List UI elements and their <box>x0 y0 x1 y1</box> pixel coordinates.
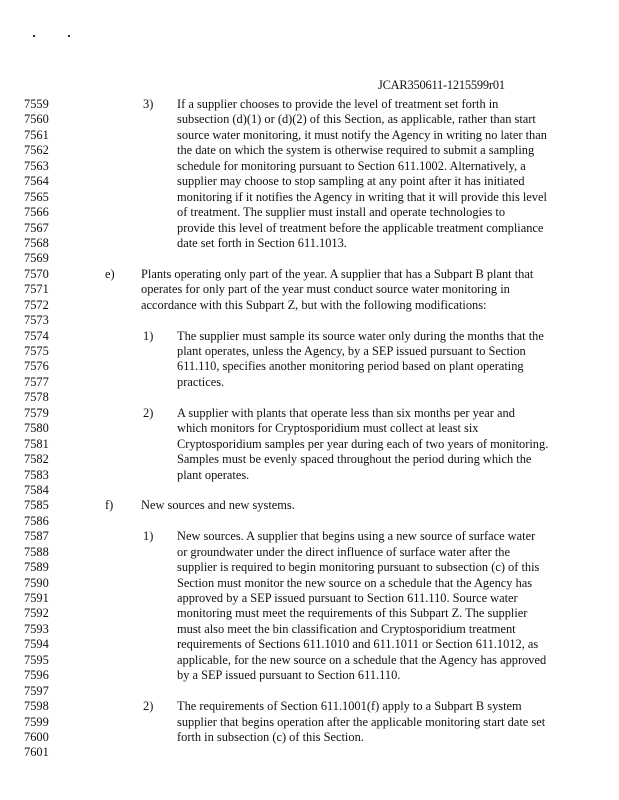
document-line <box>0 313 619 328</box>
line-number: 7597 <box>24 683 49 698</box>
document-line <box>0 375 619 390</box>
line-text: plant operates, unless the Agency, by a SEP issued pursuant to Section <box>177 344 526 358</box>
line-text: New sources and new systems. <box>141 498 295 513</box>
line-number: 7566 <box>24 205 49 220</box>
line-number: 7578 <box>24 390 49 405</box>
line-text: practices. <box>177 374 225 389</box>
scan-mark <box>68 35 70 37</box>
line-number: 7582 <box>24 452 49 467</box>
line-text: The requirements of Section 611.1001(f) apply to a Subpart B system <box>177 699 522 714</box>
document-line <box>0 745 619 760</box>
document-line <box>0 715 619 730</box>
line-text: monitoring must meet the requirements of this Subpart Z. The supplier <box>177 606 528 621</box>
line-text: The supplier must sample its source water only during the months that the <box>177 328 544 343</box>
document-line <box>0 452 619 467</box>
line-text: by a SEP issued pursuant to Section 611.110. <box>177 668 401 683</box>
document-line <box>0 730 619 745</box>
document-line <box>0 699 619 714</box>
document-line <box>0 329 619 344</box>
document-line <box>0 437 619 452</box>
line-number: 7598 <box>24 699 49 714</box>
line-number: 7565 <box>24 189 49 204</box>
line-number: 7570 <box>24 266 49 281</box>
line-number: 7583 <box>24 467 49 482</box>
line-text: plant operates. <box>177 467 250 482</box>
line-text: approved by a SEP issued pursuant to Section 611.110. Source water <box>177 591 518 605</box>
line-text: monitoring if it notifies the Agency in writing that it will provide this level <box>177 189 547 204</box>
subsection-label: e) <box>105 266 115 281</box>
line-text: A supplier with plants that operate less than six months per year and <box>177 405 515 420</box>
line-text: forth in subsection (c) of this Section. <box>177 729 364 744</box>
document-line <box>0 529 619 544</box>
document-line <box>0 468 619 483</box>
line-number: 7588 <box>24 544 49 559</box>
line-number: 7585 <box>24 498 49 513</box>
line-number: 7596 <box>24 668 49 683</box>
document-line <box>0 236 619 251</box>
document-line <box>0 560 619 575</box>
line-text: source water monitoring, it must notify the Agency in writing no later than <box>177 127 547 142</box>
document-line <box>0 514 619 529</box>
line-text: supplier may choose to stop sampling at any point after it has initiated <box>177 174 525 189</box>
line-number: 7579 <box>24 405 49 420</box>
line-text: the date on which the system is otherwise required to submit a sampling <box>177 143 535 158</box>
line-number: 7560 <box>24 112 49 127</box>
subsection-label: 2) <box>143 405 154 420</box>
line-text: Cryptosporidium samples per year during each of two years of monitoring. <box>177 436 549 451</box>
line-number: 7564 <box>24 174 49 189</box>
document-line <box>0 159 619 174</box>
line-number: 7581 <box>24 436 49 451</box>
line-number: 7569 <box>24 251 49 266</box>
line-number: 7572 <box>24 297 49 312</box>
document-line <box>0 221 619 236</box>
document-line <box>0 112 619 127</box>
line-text: date set forth in Section 611.1013. <box>177 235 347 250</box>
line-number: 7559 <box>24 97 49 111</box>
line-text: If a supplier chooses to provide the level of treatment set forth in <box>177 97 499 111</box>
line-number: 7580 <box>24 421 49 436</box>
line-number: 7561 <box>24 127 49 142</box>
scan-mark <box>33 35 35 37</box>
document-line <box>0 298 619 313</box>
line-number: 7563 <box>24 158 49 173</box>
line-number: 7590 <box>24 575 49 590</box>
document-line <box>0 143 619 158</box>
document-line <box>0 97 619 112</box>
line-text: schedule for monitoring pursuant to Section 611.1002. Alternatively, a <box>177 158 526 173</box>
line-number: 7594 <box>24 637 49 652</box>
line-text: applicable, for the new source on a schedule that the Agency has approved <box>177 652 547 667</box>
document-line <box>0 545 619 560</box>
line-text: supplier that begins operation after the applicable monitoring start date set <box>177 714 546 729</box>
line-number: 7587 <box>24 529 49 544</box>
line-number: 7592 <box>24 606 49 621</box>
line-text: operates for only part of the year must conduct source water monitoring in <box>141 282 510 297</box>
line-text: supplier is required to begin monitoring pursuant to subsection (c) of this <box>177 560 540 575</box>
document-line <box>0 344 619 359</box>
line-text: provide this level of treatment before the applicable treatment compliance <box>177 220 544 235</box>
document-line <box>0 421 619 436</box>
line-number: 7600 <box>24 729 49 744</box>
document-line <box>0 174 619 189</box>
line-number: 7575 <box>24 344 49 358</box>
document-line <box>0 653 619 668</box>
line-number: 7567 <box>24 220 49 235</box>
line-text: Section must monitor the new source on a schedule that the Agency has <box>177 575 533 590</box>
line-text: New sources. A supplier that begins using a new source of surface water <box>177 529 536 544</box>
document-line <box>0 591 619 606</box>
line-text: 611.110, specifies another monitoring period based on plant operating <box>177 359 524 374</box>
document-line <box>0 282 619 297</box>
line-number: 7574 <box>24 328 49 343</box>
document-line <box>0 668 619 683</box>
line-text: subsection (d)(1) or (d)(2) of this Section, as applicable, rather than start <box>177 112 536 127</box>
subsection-label: f) <box>105 498 114 513</box>
line-number: 7589 <box>24 560 49 575</box>
line-number: 7576 <box>24 359 49 374</box>
line-text: accordance with this Subpart Z, but with the following modifications: <box>141 297 487 312</box>
line-number: 7593 <box>24 621 49 636</box>
line-number: 7595 <box>24 652 49 667</box>
document-line <box>0 606 619 621</box>
line-text: of treatment. The supplier must install and operate technologies to <box>177 205 506 220</box>
document-line <box>0 359 619 374</box>
line-number: 7591 <box>24 591 49 605</box>
document-line <box>0 637 619 652</box>
subsection-label: 3) <box>143 97 154 111</box>
subsection-label: 1) <box>143 529 154 544</box>
document-line <box>0 205 619 220</box>
line-text: which monitors for Cryptosporidium must collect at least six <box>177 421 479 436</box>
document-line <box>0 622 619 637</box>
document-line <box>0 576 619 591</box>
line-number: 7586 <box>24 513 49 528</box>
document-line <box>0 406 619 421</box>
line-number: 7562 <box>24 143 49 158</box>
subsection-label: 2) <box>143 699 154 714</box>
document-line <box>0 190 619 205</box>
line-number: 7571 <box>24 282 49 297</box>
line-number: 7573 <box>24 313 49 328</box>
document-line <box>0 498 619 513</box>
document-line <box>0 684 619 699</box>
document-line <box>0 128 619 143</box>
document-line <box>0 483 619 498</box>
line-number: 7577 <box>24 374 49 389</box>
line-number: 7568 <box>24 235 49 250</box>
subsection-label: 1) <box>143 328 154 343</box>
document-id-header: JCAR350611-1215599r01 <box>378 78 505 92</box>
line-text: must also meet the bin classification and Cryptosporidium treatment <box>177 621 516 636</box>
document-line <box>0 251 619 266</box>
line-text: or groundwater under the direct influence of surface water after the <box>177 544 511 559</box>
line-text: Plants operating only part of the year. A supplier that has a Subpart B plant that <box>141 266 534 281</box>
line-text: requirements of Sections 611.1010 and 611.1011 or Section 611.1012, as <box>177 637 539 652</box>
line-text: Samples must be evenly spaced throughout the period during which the <box>177 452 532 467</box>
line-number: 7601 <box>24 745 49 760</box>
numbered-text-body <box>0 97 619 761</box>
document-line <box>0 267 619 282</box>
line-number: 7599 <box>24 714 49 729</box>
document-line <box>0 390 619 405</box>
line-number: 7584 <box>24 482 49 497</box>
